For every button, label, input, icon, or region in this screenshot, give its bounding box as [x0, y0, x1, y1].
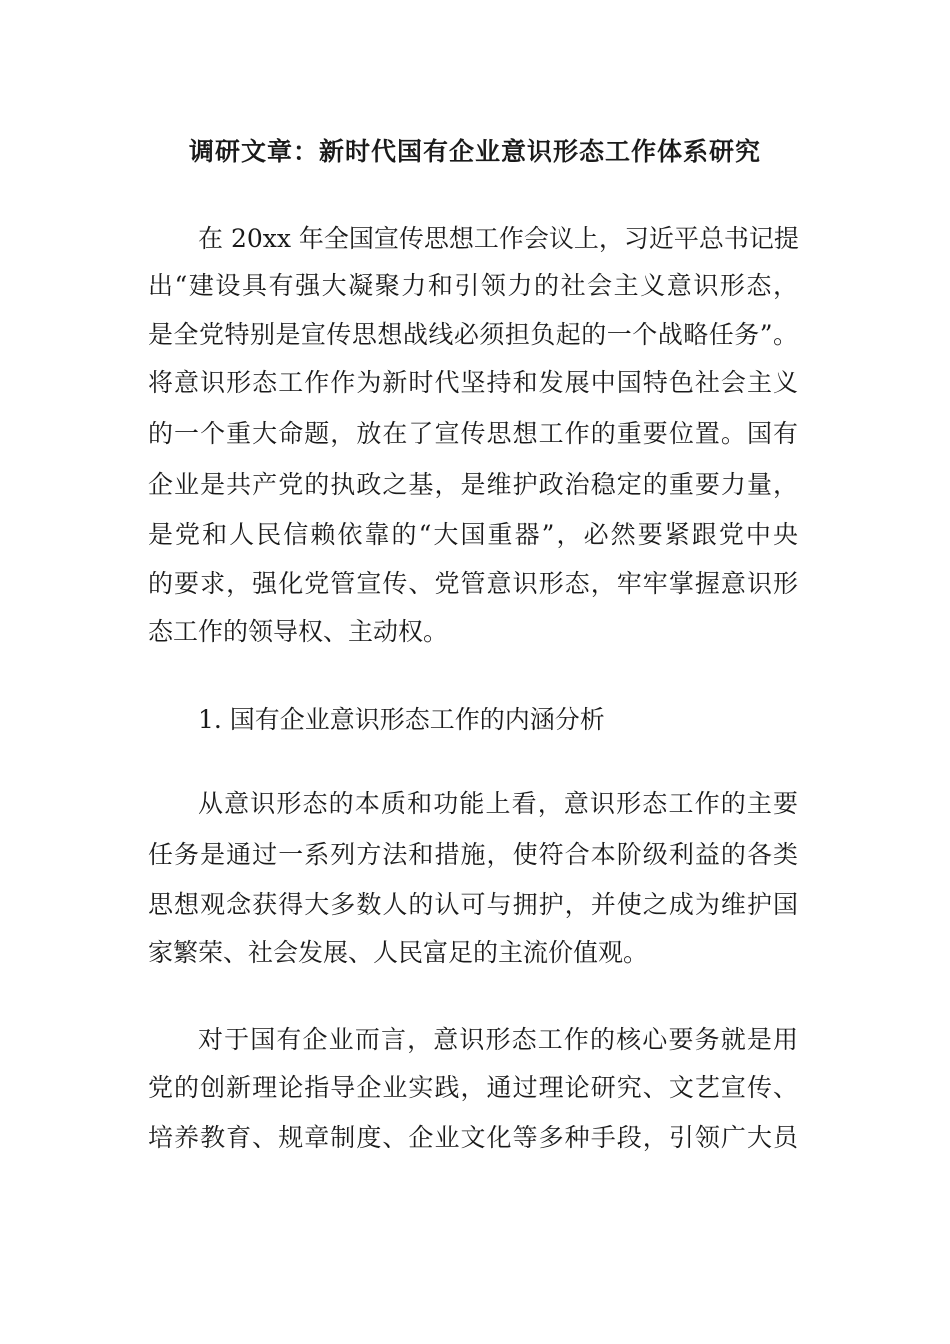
paragraph-line: 在 20xx 年全国宣传思想工作会议上，习近平总书记提: [198, 224, 799, 253]
section-heading-text: 1. 国有企业意识形态工作的内涵分析: [198, 705, 605, 734]
document-title: 调研文章：新时代国有企业意识形态工作体系研究: [188, 137, 761, 166]
paragraph-line: 任务是通过一系列方法和措施，使符合本阶级利益的各类: [148, 840, 798, 869]
paragraph-line: 从意识形态的本质和功能上看，意识形态工作的主要: [198, 789, 798, 818]
paragraph-line: 将意识形态工作作为新时代坚持和发展中国特色社会主义: [148, 368, 798, 397]
paragraph-line: 思想观念获得大多数人的认可与拥护，并使之成为维护国: [148, 890, 798, 919]
paragraph-line: 是党和人民信赖依靠的“大国重器”，必然要紧跟党中央: [148, 520, 798, 549]
paragraph-line: 党的创新理论指导企业实践，通过理论研究、文艺宣传、: [148, 1073, 798, 1102]
paragraph-line: 企业是共产党的执政之基，是维护政治稳定的重要力量，: [148, 470, 798, 499]
paragraph-line: 是全党特别是宣传思想战线必须担负起的一个战略任务”。: [148, 320, 798, 349]
paragraph-line: 培养教育、规章制度、企业文化等多种手段，引领广大员: [148, 1123, 798, 1152]
paragraph-line: 的要求，强化党管宣传、党管意识形态，牢牢掌握意识形: [148, 569, 798, 598]
paragraph-line: 对于国有企业而言，意识形态工作的核心要务就是用: [198, 1025, 798, 1054]
paragraph-line: 出“建设具有强大凝聚力和引领力的社会主义意识形态，: [148, 271, 798, 300]
paragraph-line: 家繁荣、社会发展、人民富足的主流价值观。: [148, 938, 649, 967]
paragraph-line: 的一个重大命题，放在了宣传思想工作的重要位置。国有: [148, 419, 798, 448]
paragraph-line: 态工作的领导权、主动权。: [148, 617, 449, 646]
